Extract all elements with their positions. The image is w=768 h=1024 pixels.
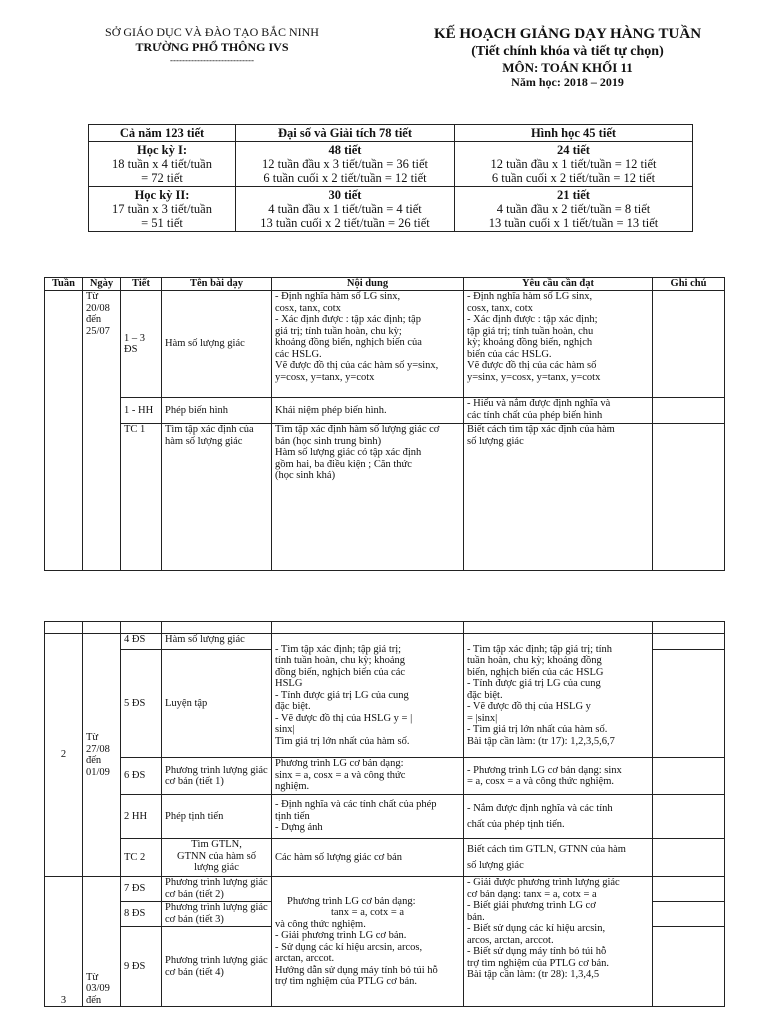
term2-ds-line-1: 4 tuần đầu x 1 tiết/tuần = 4 tiết [268, 202, 422, 216]
header-left [92, 25, 332, 65]
table-row [45, 622, 725, 634]
date-cell [83, 877, 121, 1007]
period-line: ĐS [124, 344, 138, 355]
term2-hh-line-2: 13 tuần cuối x 1 tiết/tuần = 13 tiết [488, 216, 659, 230]
period-cell [121, 291, 162, 398]
requirement-cell [464, 795, 653, 839]
content-line: nghiệm. [275, 781, 310, 792]
requirement-line: - Phương trình LG cơ bản dạng: sinx [467, 764, 622, 776]
lesson-cell: Tìm tập xác định của hàm số lượng giác [162, 424, 272, 571]
content-line: arctan, arccot. [275, 953, 335, 964]
content-line: - Sử dụng các kí hiệu arcsin, arcos, [275, 941, 423, 953]
term1-ds-line-1: 12 tuần đầu x 3 tiết/tuần = 36 tiết [261, 157, 429, 171]
summary-header-row [89, 125, 693, 142]
content-line: Tìm giá trị lớn nhất của hàm số. [275, 735, 410, 747]
content-line: và công thức nghiệm. [275, 918, 366, 930]
summary-term1-ds-cell [236, 142, 455, 187]
content-line: Tìm tập xác định hàm số lượng giác cơ [275, 424, 440, 435]
requirement-line: - Tìm giá trị lớn nhất của hàm số. [467, 724, 608, 736]
requirement-line: cosx, tanx, cotx [467, 302, 533, 314]
requirement-cell [464, 877, 653, 1007]
notes-cell [653, 291, 725, 398]
requirement-line: số lượng giác [467, 859, 524, 871]
term2-hh-line-1: 4 tuần đầu x 2 tiết/tuần = 8 tiết [496, 202, 651, 216]
table-row [45, 839, 725, 877]
period-cell: 7 ĐS [121, 877, 162, 902]
content-line: giá trị; tính tuần hoàn, chu kỳ; [275, 325, 402, 337]
term1-hh-line-1: 12 tuần đầu x 1 tiết/tuần = 12 tiết [490, 157, 657, 171]
requirement-line: biến của các HSLG. [467, 348, 552, 360]
content-line: Hướng dẫn sử dụng máy tính bỏ túi hỗ [275, 964, 438, 976]
term1-line-1: 18 tuần x 4 tiết/tuần [112, 157, 212, 171]
requirement-line: - Hiểu và nắm được định nghĩa và [467, 398, 611, 409]
notes-cell [653, 398, 725, 424]
notes-cell [653, 634, 725, 650]
requirement-line: chất của phép tịnh tiến. [467, 818, 565, 830]
requirement-line: - Tính được giá trị LG của cung [467, 678, 601, 690]
table-row [45, 424, 725, 571]
empty-cell [464, 622, 653, 634]
lesson-cell [162, 839, 272, 877]
school-underline: ---------------------------- [170, 55, 254, 65]
summary-header-year: Cả năm 123 tiết [89, 125, 236, 142]
content-cell: Các hàm số lượng giác cơ bản [272, 839, 464, 877]
school-name: TRƯỜNG PHỔ THÔNG IVS [135, 40, 289, 54]
term1-label: Học kỳ I: [137, 143, 187, 157]
requirement-line: cơ bản dạng: tanx = a, cotx = a [467, 888, 597, 900]
requirement-line: - Vẽ được đồ thị của HSLG y [467, 701, 591, 713]
term2-hh-total: 21 tiết [557, 188, 590, 202]
summary-term2-hh-cell [455, 187, 693, 232]
period-cell: 4 ĐS [121, 634, 162, 650]
requirement-line: y=sinx, y=cosx, y=tanx, y=cotx [467, 371, 601, 383]
requirement-line: Biết cách tìm tập xác định của hàm [467, 424, 615, 435]
content-line: - Vẽ được đồ thị của HSLG y = | [275, 712, 413, 724]
empty-cell [45, 622, 83, 634]
content-line: Hàm số lượng giác có tập xác định [275, 447, 422, 458]
content-cell [272, 424, 464, 571]
empty-cell [121, 622, 162, 634]
date-line: Từ [86, 732, 99, 743]
col-header-content: Nội dung [272, 278, 464, 291]
table-row [45, 634, 725, 650]
period-cell: 1 - HH [121, 398, 162, 424]
requirement-cell [464, 758, 653, 795]
period-cell: 5 ĐS [121, 650, 162, 758]
school-year: Năm học: 2018 – 2019 [511, 75, 624, 89]
content-line: Vẽ được đồ thị của các hàm số y=sinx, [275, 360, 439, 371]
period-cell: 6 ĐS [121, 758, 162, 795]
content-cell [272, 634, 464, 758]
content-line: sinx| [275, 724, 295, 736]
notes-cell [653, 758, 725, 795]
term1-ds-total: 48 tiết [328, 143, 362, 157]
empty-cell [272, 622, 464, 634]
content-line: - Tính được giá trị LG của cung [275, 689, 409, 701]
lesson-cell: Hàm số lượng giác [162, 291, 272, 398]
date-line: 27/08 [86, 743, 110, 755]
date-line: Từ [86, 291, 99, 302]
requirement-line: Biết cách tìm GTLN, GTNN của hàm [467, 843, 626, 855]
content-line: đặc biệt. [275, 701, 311, 713]
date-line: 20/08 [86, 302, 110, 314]
table-row [45, 398, 725, 424]
period-line: 1 – 3 [124, 332, 145, 344]
lesson-cell: Phương trình lượng giác cơ bản (tiết 1) [162, 758, 272, 795]
content-line: - Xác định được : tập xác định; tập [275, 314, 421, 325]
requirement-line: Bài tập cần làm: (tr 17): 1,2,3,5,6,7 [467, 735, 615, 747]
content-line: tanx = a, cotx = a [330, 907, 405, 918]
content-line: sinx = a, cosx = a và công thức [275, 769, 406, 781]
content-line: - Dựng ảnh [275, 822, 323, 834]
period-cell: TC 2 [121, 839, 162, 877]
requirement-cell [464, 634, 653, 758]
content-line: - Giải phương trình LG cơ bản. [275, 930, 407, 941]
content-line: - Tìm tập xác định; tập giá trị; [275, 643, 402, 655]
term2-ds-total: 30 tiết [328, 188, 362, 202]
date-line: 03/09 [86, 983, 110, 994]
content-cell [272, 758, 464, 795]
requirement-line: các tính chất của phép biến hình [467, 409, 603, 421]
requirement-line: - Xác định được : tập xác định; [467, 314, 598, 325]
requirement-line: tập giá trị; tính tuần hoàn, chu [467, 325, 594, 337]
requirement-line: biến, nghịch biến của các HSLG [467, 666, 604, 678]
term1-hh-total: 24 tiết [557, 143, 590, 157]
content-cell [272, 877, 464, 1007]
requirement-line: - Tìm tập xác định; tập giá trị; tính [467, 643, 613, 655]
notes-cell [653, 927, 725, 1007]
content-line: tính tuần hoàn, chu kỳ; khoảng [275, 655, 406, 667]
subject-line: MÔN: TOÁN KHỐI 11 [502, 60, 633, 75]
table-row [45, 795, 725, 839]
period-cell: TC 1 [121, 424, 162, 571]
col-header-requirements: Yêu cầu cần đạt [464, 278, 653, 291]
content-line: (học sinh khá) [275, 470, 336, 481]
lesson-line: Tìm GTLN, [191, 839, 242, 850]
date-line: Từ [86, 971, 99, 983]
summary-row-term2 [89, 187, 693, 232]
content-line: bản (học sinh trung bình) [275, 435, 382, 447]
date-line: đến [86, 314, 102, 325]
col-header-notes: Ghi chú [653, 278, 725, 291]
week-cell: 2 [45, 634, 83, 877]
requirement-line: tuần hoàn, chu kỳ; khoảng đồng [467, 655, 602, 667]
col-header-week: Tuần [45, 278, 83, 291]
notes-cell [653, 902, 725, 927]
col-header-lesson: Tên bài dạy [162, 278, 272, 291]
requirement-line: - Nắm được định nghĩa và các tính [467, 802, 613, 814]
content-line: - Định nghĩa và các tính chất của phép [275, 799, 437, 811]
lesson-cell: Hàm số lượng giác [162, 634, 272, 650]
date-cell [83, 291, 121, 571]
content-cell [272, 795, 464, 839]
notes-cell [653, 795, 725, 839]
requirement-line: - Biết sử dụng máy tính bỏ túi hỗ [467, 946, 607, 957]
date-line: đến [86, 755, 102, 766]
term1-hh-line-2: 6 tuần cuối x 2 tiết/tuần = 12 tiết [491, 171, 656, 185]
date-line: 01/09 [86, 766, 110, 778]
content-line: cosx, tanx, cotx [275, 302, 341, 314]
requirement-line: kỳ; khoảng đồng biến, nghịch [467, 337, 593, 348]
requirement-line: bản. [467, 911, 485, 923]
lesson-cell: Phương trình lượng giác cơ bản (tiết 3) [162, 902, 272, 927]
summary-term1-hh-cell [455, 142, 693, 187]
plan-table-week1 [44, 277, 725, 571]
requirement-line: - Biết sử dụng các kí hiệu arcsin, [467, 923, 606, 934]
date-line: đến [86, 994, 102, 1006]
requirement-line: Bài tập cần làm: (tr 28): 1,3,4,5 [467, 969, 600, 980]
date-line: 25/07 [86, 325, 110, 337]
lesson-cell: Phép biến hình [162, 398, 272, 424]
week-number: 3 [60, 994, 67, 1006]
summary-header-hh: Hình học 45 tiết [455, 125, 693, 142]
requirement-line: = a, cosx = a và công thức nghiệm. [467, 776, 614, 787]
col-header-date: Ngày [83, 278, 121, 291]
lesson-line: GTNN của hàm số [176, 850, 257, 862]
requirement-line: = |sinx| [467, 712, 498, 724]
requirement-line: arcos, arctan, arccot. [467, 934, 554, 946]
requirement-line: số lượng giác [467, 435, 524, 447]
lesson-cell: Phép tịnh tiến [162, 795, 272, 839]
summary-header-ds: Đại số và Giải tích 78 tiết [236, 125, 455, 142]
requirement-line: - Giải được phương trình lượng giác [467, 877, 620, 888]
content-line: trợ tìm nghiệm của PTLG cơ bản. [275, 976, 418, 987]
content-line: HSLG [275, 678, 303, 690]
content-cell: Khái niệm phép biến hình. [272, 398, 464, 424]
period-cell: 8 ĐS [121, 902, 162, 927]
lesson-line: lượng giác [194, 862, 239, 873]
summary-term2-ds-cell [236, 187, 455, 232]
col-header-period: Tiết [121, 278, 162, 291]
summary-row-term1 [89, 142, 693, 187]
summary-term2-cell [89, 187, 236, 232]
requirement-cell [464, 839, 653, 877]
plan-header-row [45, 278, 725, 291]
document-subtitle: (Tiết chính khóa và tiết tự chọn) [471, 44, 664, 59]
requirement-cell [464, 424, 653, 571]
week-cell [45, 877, 83, 1007]
notes-cell [653, 839, 725, 877]
requirement-line: Vẽ được đồ thị của các hàm số [467, 360, 597, 371]
table-row [45, 877, 725, 902]
term1-ds-line-2: 6 tuần cuối x 2 tiết/tuần = 12 tiết [263, 171, 427, 185]
content-line: y=cosx, y=tanx, y=cotx [275, 371, 375, 383]
term2-line-1: 17 tuần x 3 tiết/tuần [112, 202, 212, 216]
lesson-cell: Phương trình lượng giác cơ bản (tiết 4) [162, 927, 272, 1007]
term2-ds-line-2: 13 tuần cuối x 2 tiết/tuần = 26 tiết [260, 216, 430, 230]
content-line: khoảng đồng biến, nghịch biến của [275, 337, 422, 348]
content-line: các HSLG. [275, 348, 322, 360]
content-line: gồm hai, ba điều kiện ; Căn thức [275, 458, 412, 470]
lesson-cell: Luyện tập [162, 650, 272, 758]
requirement-cell [464, 291, 653, 398]
content-line: Phương trình LG cơ bản dạng: [275, 758, 404, 769]
plan-table-week2-3 [44, 621, 725, 1007]
period-cell: 2 HH [121, 795, 162, 839]
summary-table [88, 124, 693, 232]
content-line: - Định nghĩa hàm số LG sinx, [275, 291, 401, 302]
empty-cell [162, 622, 272, 634]
department-name: SỞ GIÁO DỤC VÀ ĐÀO TẠO BẮC NINH [105, 25, 319, 39]
date-cell [83, 634, 121, 877]
header-right [405, 25, 730, 90]
requirement-line: - Định nghĩa hàm số LG sinx, [467, 291, 593, 302]
table-row [45, 758, 725, 795]
summary-term1-cell [89, 142, 236, 187]
requirement-line: đặc biệt. [467, 689, 503, 701]
requirement-cell [464, 398, 653, 424]
empty-cell [653, 622, 725, 634]
content-line: Phương trình LG cơ bản dạng: [287, 895, 416, 907]
content-line: đồng biến, nghịch biến của các [275, 666, 406, 678]
week-cell [45, 291, 83, 571]
term2-line-2: = 51 tiết [141, 216, 183, 230]
table-row [45, 291, 725, 398]
content-cell [272, 291, 464, 398]
content-line: tịnh tiến [275, 810, 310, 822]
requirement-line: - Biết giải phương trình LG cơ [467, 900, 596, 911]
lesson-cell: Phương trình lượng giác cơ bản (tiết 2) [162, 877, 272, 902]
empty-cell [83, 622, 121, 634]
requirement-line: trợ tìm nghiệm của PTLG cơ bản. [467, 957, 610, 969]
term2-label: Học kỳ II: [134, 188, 190, 202]
notes-cell [653, 650, 725, 758]
notes-cell [653, 424, 725, 571]
document-title: KẾ HOẠCH GIẢNG DẠY HÀNG TUẦN [433, 26, 702, 42]
term1-line-2: = 72 tiết [141, 171, 183, 185]
period-cell: 9 ĐS [121, 927, 162, 1007]
notes-cell [653, 877, 725, 902]
